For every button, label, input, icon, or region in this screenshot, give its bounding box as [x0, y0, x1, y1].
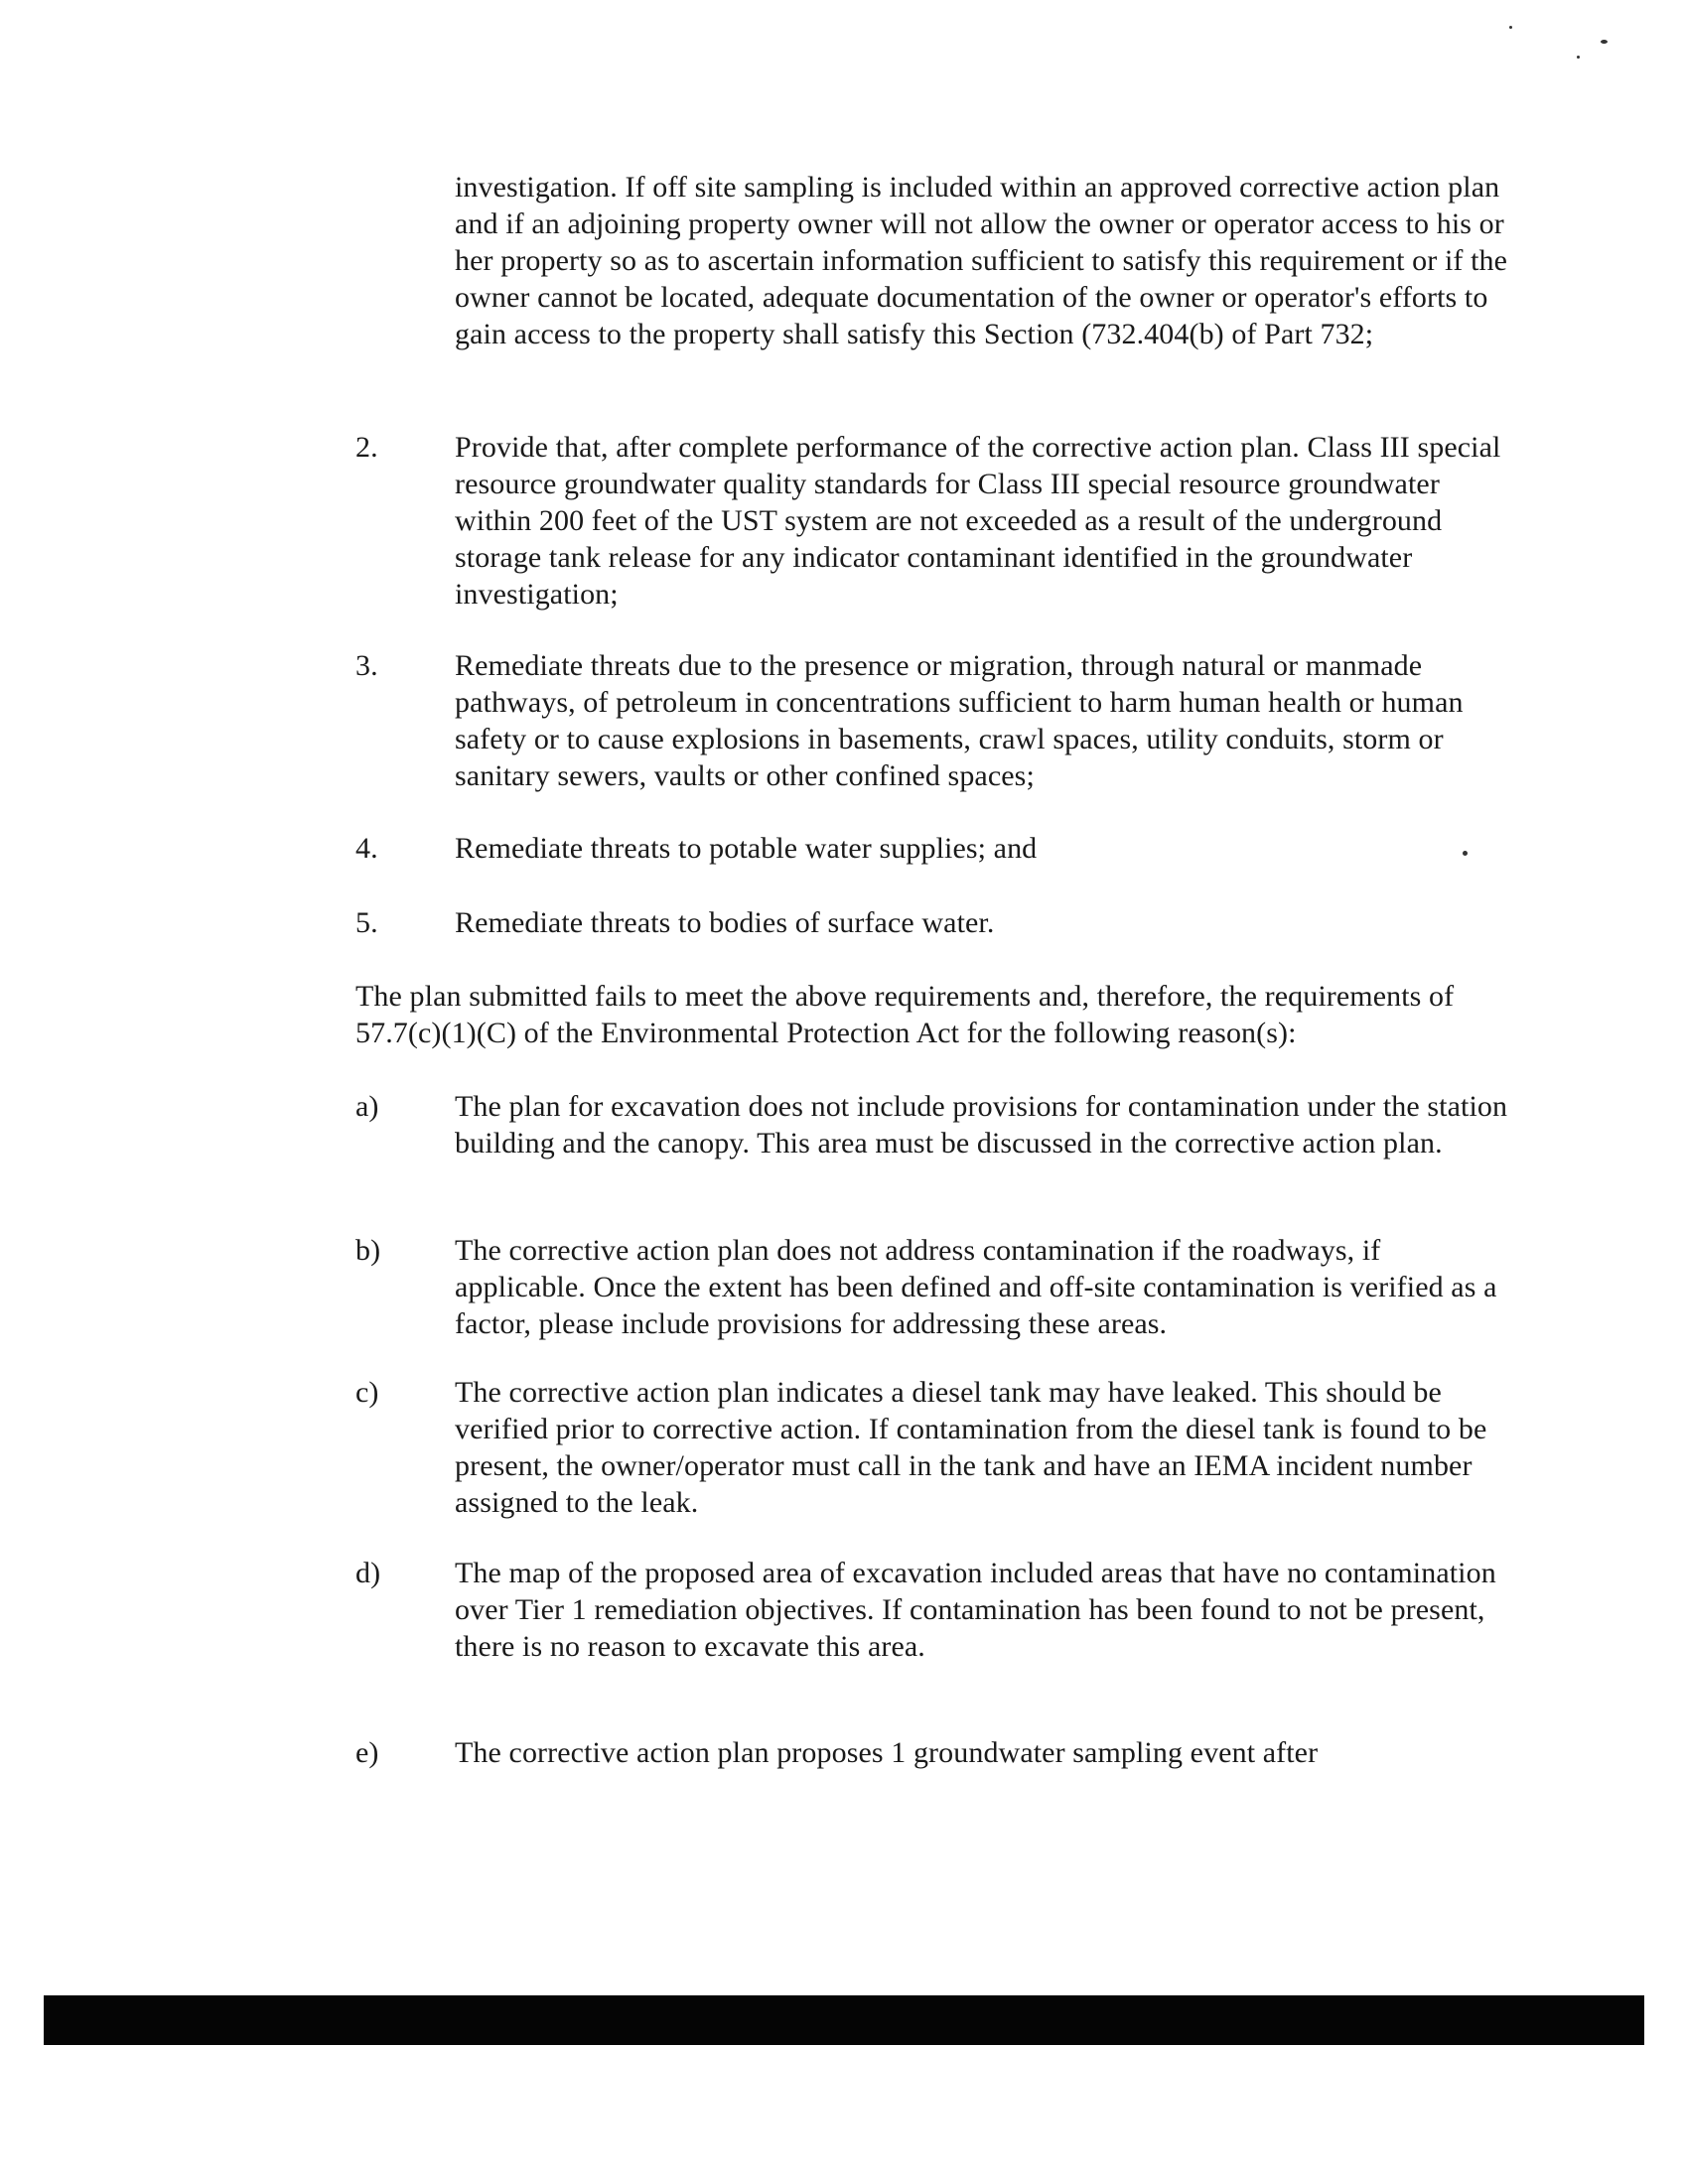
scan-speck	[1509, 26, 1512, 29]
statement-paragraph: The plan submitted fails to meet the above requirements and, therefore, the requirements of 57.7(c)(1)(C) of the Environmental Protection Act for the following reason(s):	[355, 980, 1455, 1049]
continuation-paragraph: investigation. If off site sampling is included within an approved corrective action plan and if an adjoining property owner will not allow the owner or operator access to his or her property so as to ascertain information sufficient to satisfy this requirement or if the owner cannot be located, adequate documentation of the owner or operator's efforts to gain access to the property shall satisfy this Section (732.404(b) of Part 732;	[455, 171, 1508, 350]
scan-speck	[1577, 56, 1580, 59]
reason-marker: a)	[355, 1090, 379, 1123]
scan-black-bar	[44, 1995, 1644, 2045]
scan-speck	[1463, 851, 1468, 856]
reason-text: The corrective action plan does not address contamination if the roadways, if applicable. Once the extent has been defined and off-site contamination is verified as a factor, please include provisions for addressing these areas.	[455, 1234, 1497, 1340]
item-text: Remediate threats due to the presence or migration, through natural or manmade pathways, of petroleum in concentrations sufficient to harm human health or human safety or to cause explosions in basements, crawl spaces, utility conduits, storm or sanitary sewers, vaults or other confined spaces;	[455, 649, 1464, 792]
reason-text: The plan for excavation does not include provisions for contamination under the station building and the canopy. This area must be discussed in the corrective action plan.	[455, 1090, 1508, 1160]
item-text: Provide that, after complete performance of the corrective action plan. Class III special resource groundwater quality standards for Class III special resource groundwater within 200 feet of the UST system are not exceeded as a result of the underground storage tank release for any indicator contaminant identified in the groundwater investigation;	[455, 431, 1501, 611]
reason-marker: e)	[355, 1736, 379, 1769]
reason-text: The corrective action plan indicates a diesel tank may have leaked. This should be verified prior to corrective action. If contamination from the diesel tank is found to be present, the owner/operator must call in the tank and have an IEMA incident number assigned to the leak.	[455, 1376, 1487, 1519]
reason-marker: b)	[355, 1234, 381, 1267]
reason-marker: d)	[355, 1557, 381, 1589]
item-text: Remediate threats to potable water supplies; and	[455, 832, 1038, 865]
item-marker: 5.	[355, 906, 378, 939]
reason-text: The map of the proposed area of excavation included areas that have no contamination over Tier 1 remediation objectives. If contamination has been found to not be present, there is no reason to excavate this area.	[455, 1557, 1496, 1663]
item-marker: 3.	[355, 649, 378, 682]
scan-speck	[1601, 40, 1608, 44]
item-marker: 2.	[355, 431, 378, 464]
reason-text: The corrective action plan proposes 1 groundwater sampling event after	[455, 1736, 1319, 1769]
item-marker: 4.	[355, 832, 378, 865]
item-text: Remediate threats to bodies of surface water.	[455, 906, 995, 939]
reason-marker: c)	[355, 1376, 379, 1409]
